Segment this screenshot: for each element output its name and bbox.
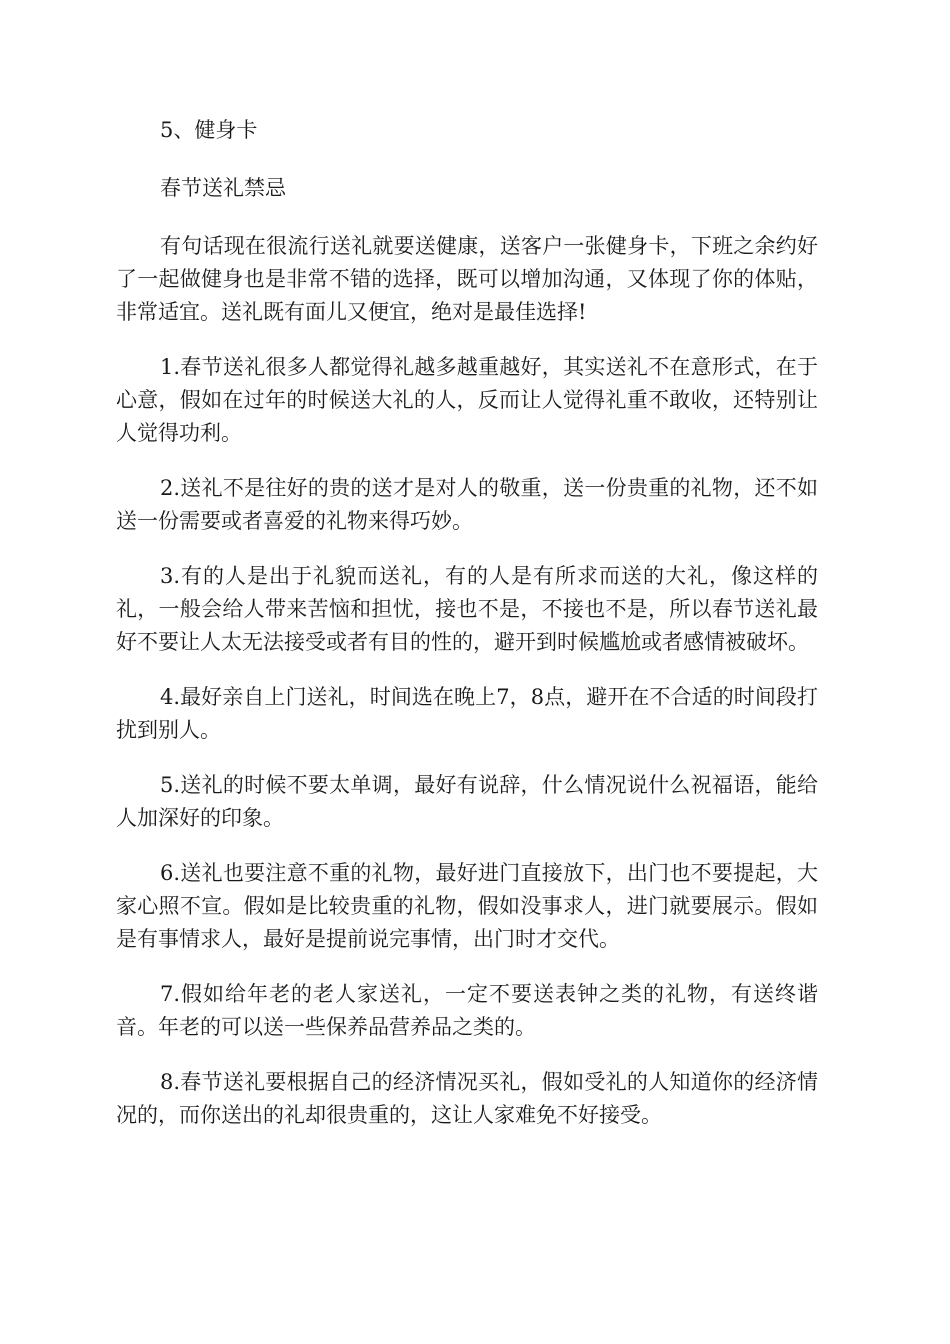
list-item-5: 5.送礼的时候不要太单调，最好有说辞，什么情况说什么祝福语，能给人加深好的印象。 (116, 773, 818, 830)
list-item-7: 7.假如给年老的老人家送礼，一定不要送表钟之类的礼物，有送终谐音。年老的可以送一些保养品营养品之类的。 (116, 982, 818, 1039)
section-title: 春节送礼禁忌 (160, 176, 286, 200)
section-heading: 5、健身卡 (160, 118, 258, 142)
list-item-3: 3.有的人是出于礼貌而送礼，有的人是有所求而送的大礼，像这样的礼，一般会给人带来苦恼和担忧，接也不是，不接也不是，所以春节送礼最好不要让人太无法接受或者有目的性的，避开到时候尴尬或者感情被破坏。 (116, 564, 818, 654)
intro-paragraph: 有句话现在很流行送礼就要送健康，送客户一张健身卡，下班之余约好了一起做健身也是非常不错的选择，既可以增加沟通，又体现了你的体贴，非常适宜。送礼既有面儿又便宜，绝对是最佳选择! (116, 234, 818, 324)
list-item-2: 2.送礼不是往好的贵的送才是对人的敬重，送一份贵重的礼物，还不如送一份需要或者喜爱的礼物来得巧妙。 (116, 476, 818, 533)
list-item-8: 8.春节送礼要根据自己的经济情况买礼，假如受礼的人知道你的经济情况的，而你送出的礼却很贵重的，这让人家难免不好接受。 (116, 1070, 818, 1127)
list-item-6: 6.送礼也要注意不重的礼物，最好进门直接放下，出门也不要提起，大家心照不宣。假如是比较贵重的礼物，假如没事求人，进门就要展示。假如是有事情求人，最好是提前说完事情，出门时才交代。 (116, 861, 818, 951)
list-item-1: 1.春节送礼很多人都觉得礼越多越重越好，其实送礼不在意形式，在于心意，假如在过年的时候送大礼的人，反而让人觉得礼重不敢收，还特别让人觉得功利。 (116, 355, 818, 445)
list-item-4: 4.最好亲自上门送礼，时间选在晚上7，8点，避开在不合适的时间段打扰到别人。 (116, 685, 818, 742)
